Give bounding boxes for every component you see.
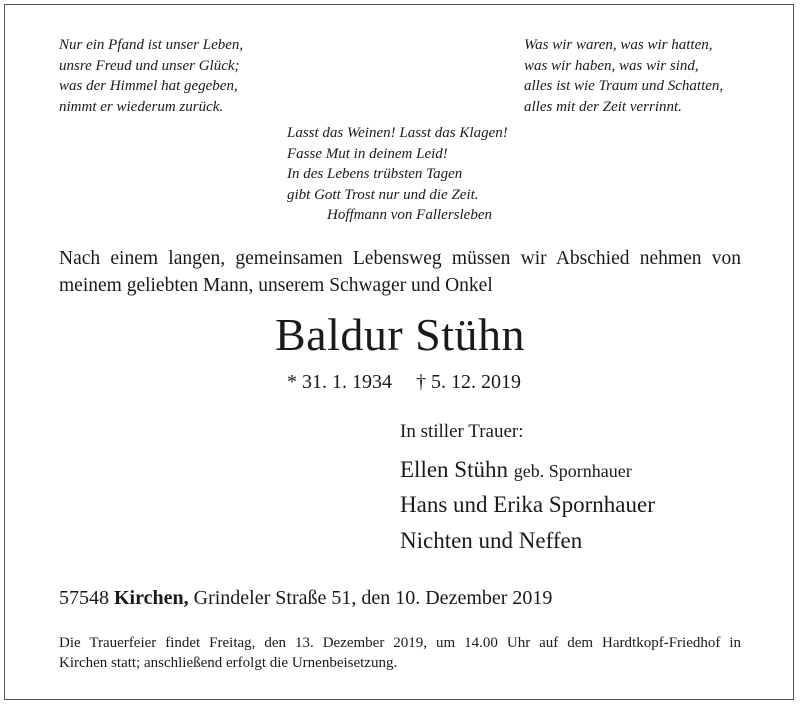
death-date: † 5. 12. 2019 <box>416 371 521 393</box>
funeral-notice <box>59 633 741 673</box>
family-member <box>400 455 632 486</box>
poem-line: was wir haben, was wir sind, <box>524 57 699 74</box>
poem-line: In des Lebens trübsten Tagen <box>287 166 463 182</box>
poem-line: gibt Gott Trost nur und die Zeit. <box>287 186 479 203</box>
mourning-label: In stiller Trauer: <box>400 421 524 442</box>
poem-center <box>287 123 508 226</box>
notice-line: Kirchen statt; anschließend erfolgt die Urnenbeisetzung. <box>59 655 398 671</box>
poem-line: Fasse Mut in deinem Leid! <box>287 145 448 162</box>
family-member: Hans und Erika Spornhauer <box>400 492 655 517</box>
address-line <box>59 585 552 611</box>
birth-date: * 31. 1. 1934 <box>287 371 392 393</box>
poem-line: Lasst das Weinen! Lasst das Klagen! <box>287 125 508 141</box>
poem-line: alles mit der Zeit verrinnt. <box>524 98 682 115</box>
poem-line: was der Himmel hat gegeben, <box>59 78 238 94</box>
intro-line: Nach einem langen, gemeinsamen Lebensweg müssen wir Abschied nehmen von <box>59 248 741 269</box>
poem-line: Nur ein Pfand ist unser Leben, <box>59 37 244 53</box>
address-rest: Grindeler Straße 51, den 10. Dezember 2019 <box>193 587 553 609</box>
notice-line: Die Trauerfeier findet Freitag, den 13. Dezember 2019, um 14.00 Uhr auf dem Hardtkopf-Friedhof in <box>59 635 741 651</box>
poem-line: unsre Freud und unser Glück; <box>59 57 240 74</box>
intro-line: meinem geliebten Mann, unserem Schwager und Onkel <box>59 275 493 296</box>
poem-author: Hoffmann von Fallersleben <box>327 207 492 223</box>
address-zip: 57548 <box>59 587 109 609</box>
intro-text <box>59 245 741 299</box>
poem-right <box>524 35 723 117</box>
poem-line: Was wir waren, was wir hatten, <box>524 37 713 53</box>
poem-line: nimmt er wiederum zurück. <box>59 98 224 115</box>
poem-line: alles ist wie Traum und Schatten, <box>524 78 724 94</box>
family-member-name: Ellen Stühn <box>400 457 508 482</box>
address-city: Kirchen, <box>114 587 189 609</box>
family-member-note: geb. Spornhauer <box>513 461 632 481</box>
deceased-name: Baldur Stühn <box>274 309 526 360</box>
poem-left <box>59 35 243 117</box>
family-member: Nichten und Neffen <box>400 528 583 553</box>
